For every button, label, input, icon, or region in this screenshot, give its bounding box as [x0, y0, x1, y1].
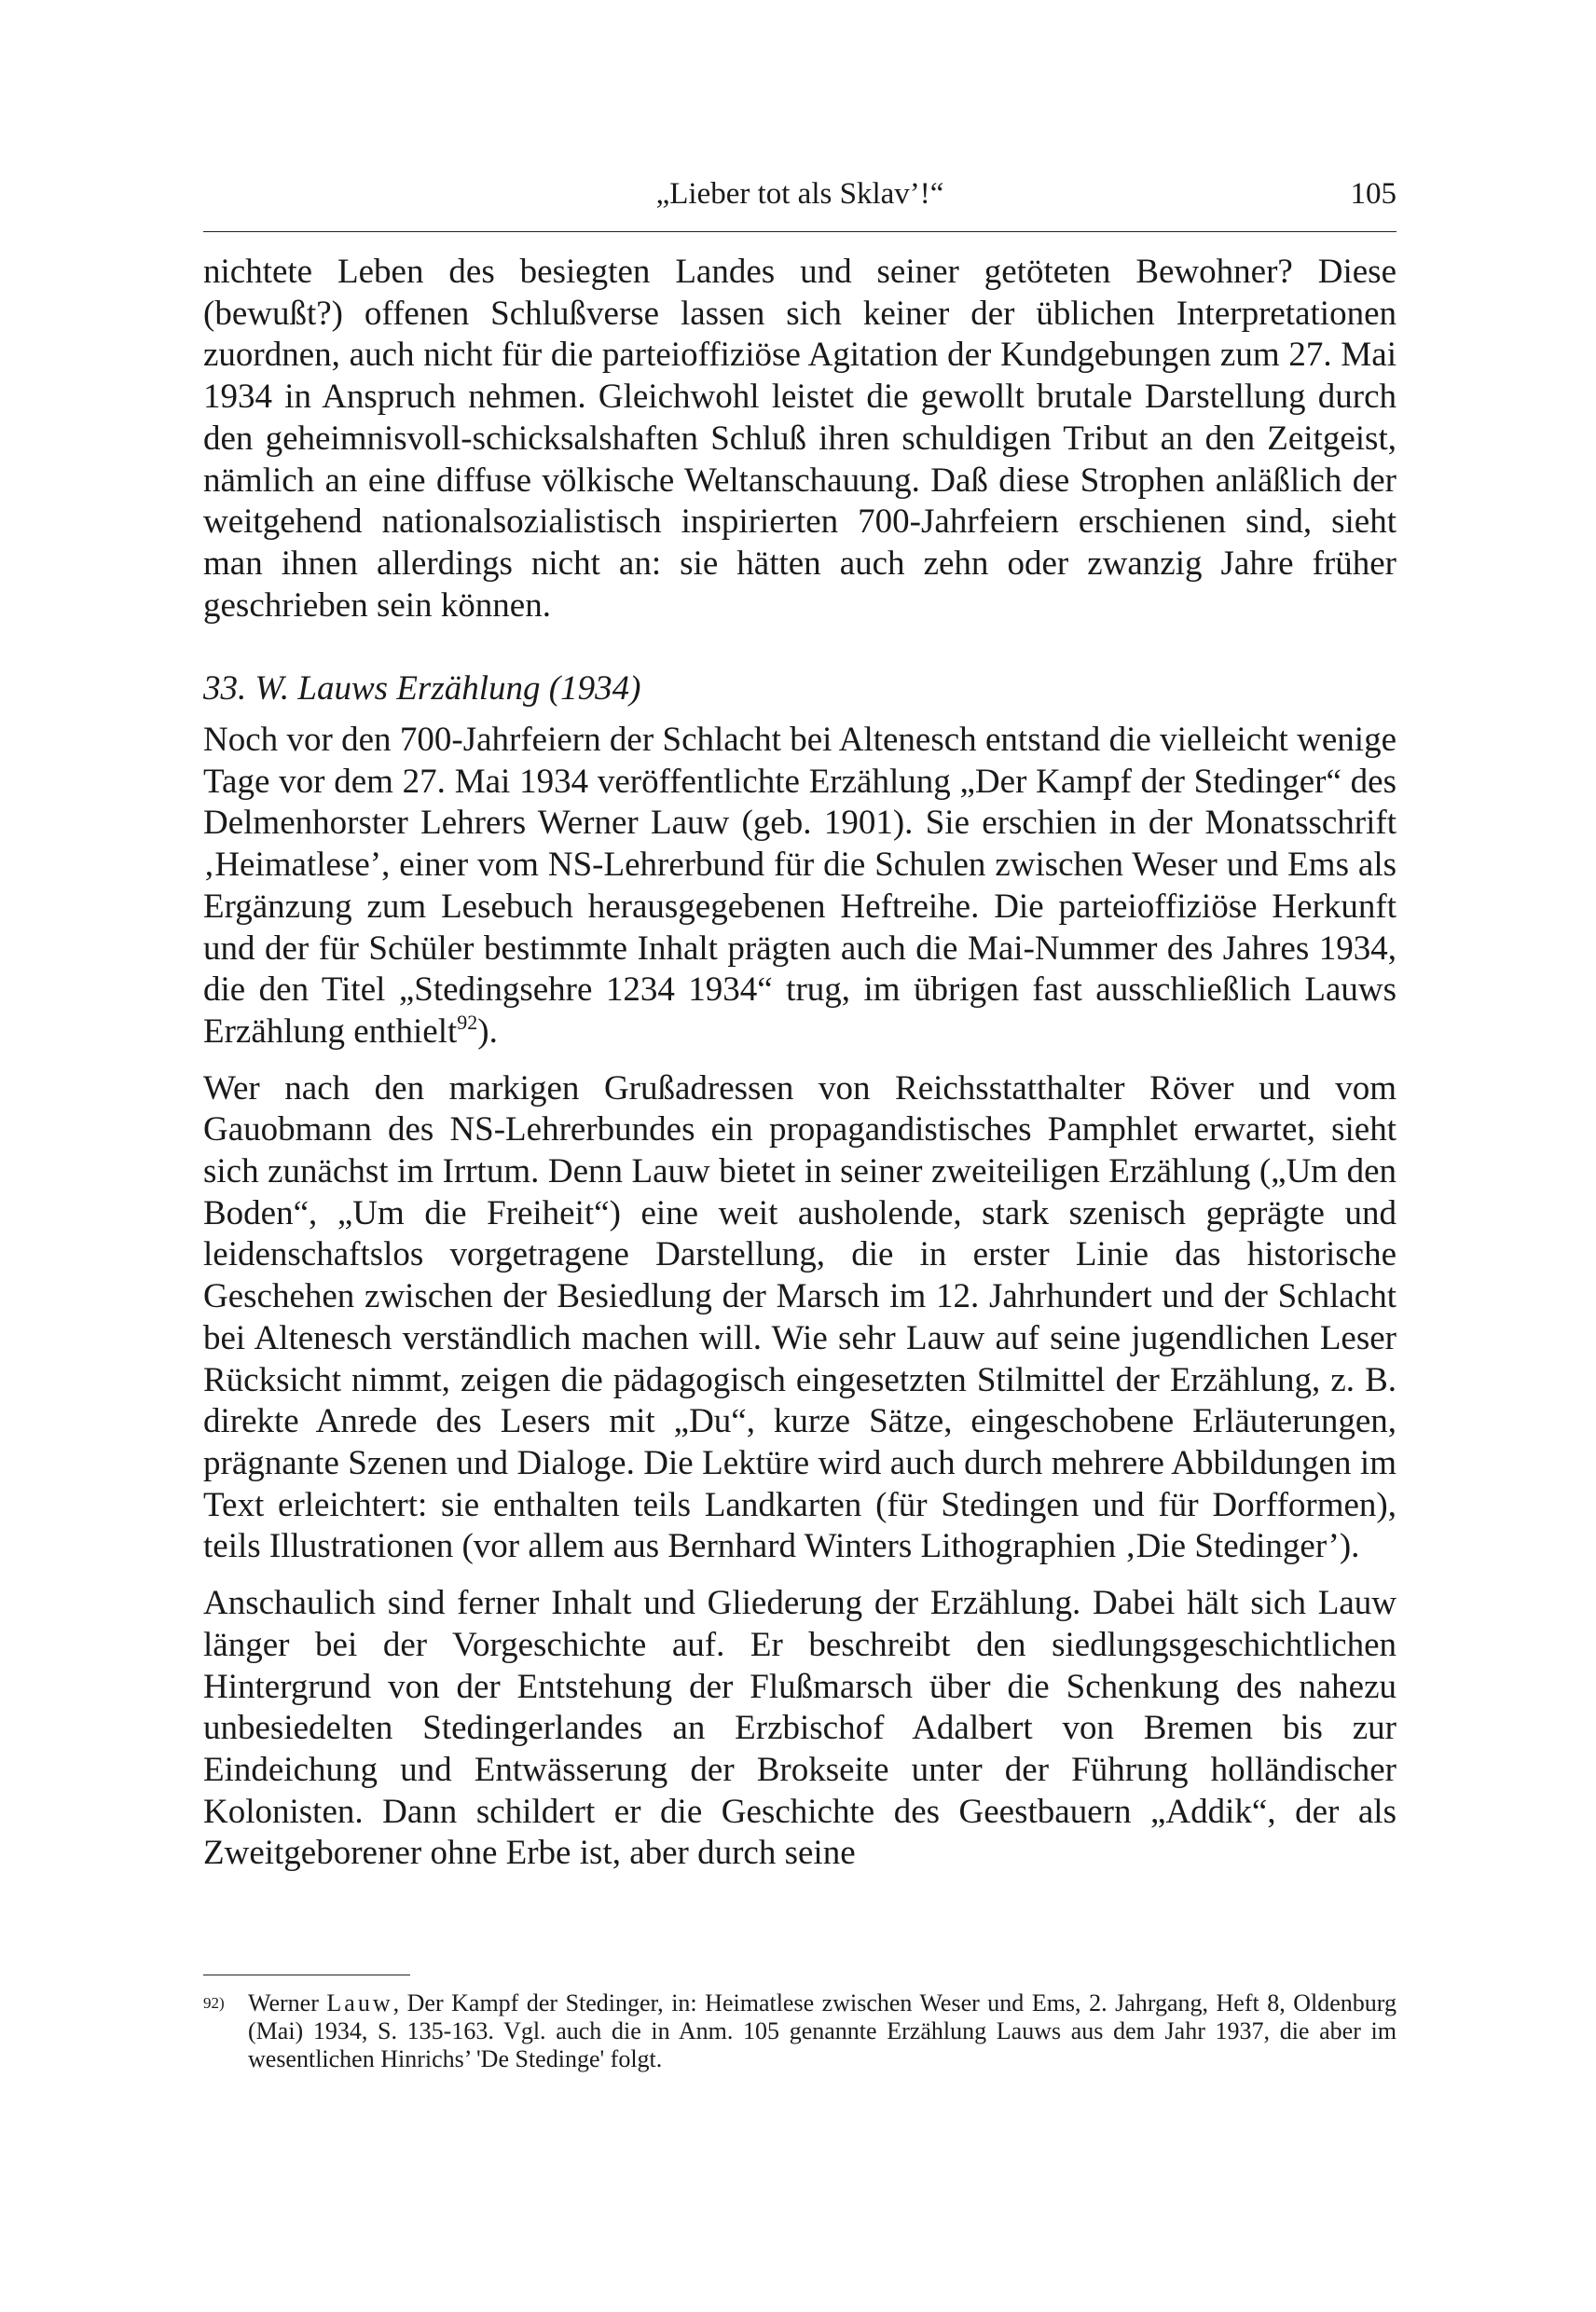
- footnote: [203, 1989, 1396, 2073]
- paragraph-lauw-intro: [203, 720, 1396, 1053]
- header-rule: [203, 231, 1396, 232]
- footnote-body: , Der Kampf der Stedinger, in: Heimatlese zwischen Weser und Ems, 2. Jahrgang, Heft 8, Oldenburg (Mai) 1934, S. 135-163. Vgl. auch die in Anm. 105 genannte Erzählung Lauws aus dem Jahr 1937, die aber im wesentlichen Hinrichs’ 'De Stedinge' folgt.: [248, 1989, 1396, 2072]
- paragraph-lauw-style: Wer nach den markigen Grußadressen von Reichsstatthalter Röver und vom Gauobmann des NS-Lehrerbundes ein propagandistisches Pamphlet erwartet, sieht sich zunächst im Irrtum. Denn Lauw bietet in seiner zweiteiligen Erzählung („Um den Boden“, „Um die Freiheit“) eine weit ausholende, stark szenisch geprägte und leidenschaftslos vorgetragene Darstellung, die in erster Linie das historische Geschehen zwischen der Besiedlung der Marsch im 12. Jahrhundert und der Schlacht bei Altenesch verständlich machen will. Wie sehr Lauw auf seine jugendlichen Leser Rücksicht nimmt, zeigen die pädagogisch eingesetzten Stilmittel der Erzählung, z. B. direkte Anrede des Lesers mit „Du“, kurze Sätze, eingeschobene Erläuterungen, prägnante Szenen und Dialoge. Die Lektüre wird auch durch mehrere Abbildungen im Text erleichtert: sie enthalten teils Landkarten (für Stedingen und für Dorfformen), teils Illustrationen (vor allem aus Bernhard Winters Lithographien ‚Die Stedinger’).: [203, 1068, 1396, 1566]
- running-head: [203, 177, 1396, 224]
- footnote-reference: 92: [457, 1010, 478, 1034]
- footnote-author-prefix: Werner: [248, 1989, 327, 2016]
- main-text: [203, 252, 1396, 1875]
- paragraph-continuation: nichtete Leben des besiegten Landes und seiner getöteten Bewohner? Diese (bewußt?) offenen Schlußverse lassen sich keiner der üblichen Interpretationen zuordnen, auch nicht für die parteioffiziöse Agitation der Kundgebungen zum 27. Mai 1934 in Anspruch nehmen. Gleichwohl leistet die gewollt brutale Darstellung durch den geheimnisvoll-schicksalshaften Schluß ihren schuldigen Tribut an den Zeitgeist, nämlich an eine diffuse völkische Weltanschauung. Daß diese Strophen anläßlich der weitgehend nationalsozialistisch inspirierten 700-Jahrfeiern erschienen sind, sieht man ihnen allerdings nicht an: sie hätten auch zehn oder zwanzig Jahre früher geschrieben sein können.: [203, 253, 1396, 625]
- paragraph-lauw-intro-text: Noch vor den 700-Jahrfeiern der Schlacht bei Altenesch entstand die vielleicht wenige Tage vor dem 27. Mai 1934 veröffentlichte Erzählung „Der Kampf der Stedinger“ des Delmenhorster Lehrers Werner Lauw (geb. 1901). Sie erschien in der Monatsschrift ‚Heimatlese’, einer vom NS-Lehrerbund für die Schulen zwischen Weser und Ems als Ergänzung zum Lesebuch herausgegebenen Heftreihe. Die parteioffiziöse Herkunft und der für Schüler bestimmte Inhalt prägten auch die Mai-Nummer des Jahres 1934, die den Titel „Stedingsehre 1234 1934“ trug, im übrigen fast ausschließlich Lauws Erzählung enthielt: [203, 721, 1396, 1051]
- footnote-mark: 92): [203, 1994, 225, 2012]
- paragraph-lauw-intro-end: ).: [477, 1012, 498, 1051]
- footnote-text: [248, 1989, 1396, 2073]
- running-title: „Lieber tot als Sklav’!“: [655, 177, 944, 211]
- page-number: 105: [1350, 177, 1396, 211]
- footnote-author: Lauw: [326, 1989, 393, 2016]
- section-heading: 33. W. Lauws Erzählung (1934): [203, 669, 641, 709]
- paragraph-lauw-content: Anschaulich sind ferner Inhalt und Gliederung der Erzählung. Dabei hält sich Lauw länger bei der Vorgeschichte auf. Er beschreibt den siedlungsgeschichtlichen Hintergrund von der Entstehung der Flußmarsch über die Schenkung des nahezu unbesiedelten Stedingerlandes an Erzbischof Adalbert von Bremen bis zur Eindeichung und Entwässerung der Brokseite unter der Führung holländischer Kolonisten. Dann schildert er die Geschichte des Geestbauern „Addik“, der als Zweitgeborener ohne Erbe ist, aber durch seine: [203, 1584, 1396, 1873]
